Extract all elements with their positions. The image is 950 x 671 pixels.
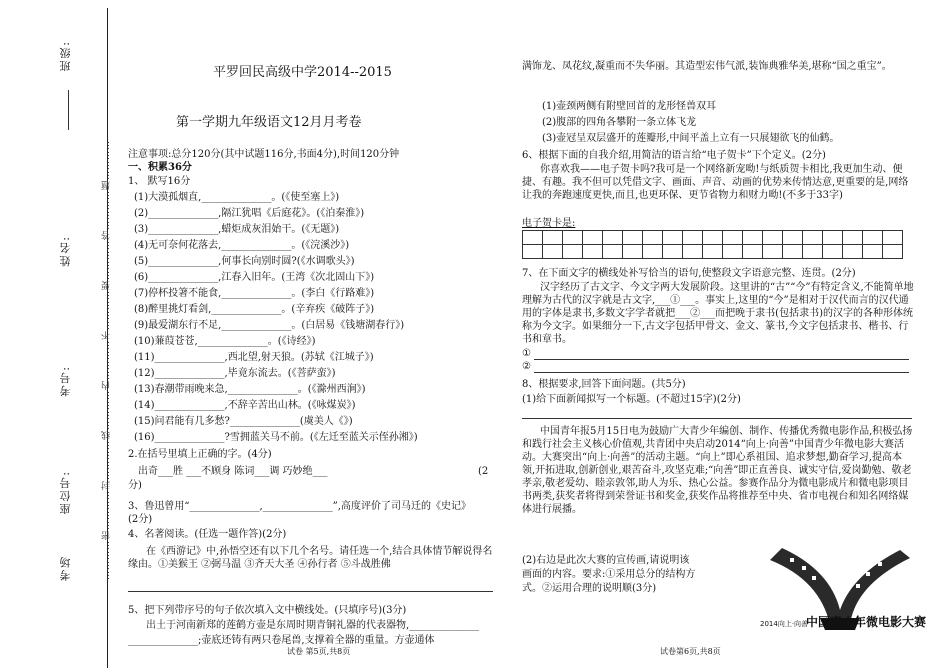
section-1-heading: 一、积累36分 bbox=[128, 162, 192, 173]
question-1: 1、 默写16分 bbox=[128, 176, 191, 187]
blank-2-label: ② bbox=[522, 361, 531, 372]
question-4: 4、名著阅读。(任选一题作答)(2分) bbox=[128, 529, 287, 540]
film-contest-poster bbox=[760, 540, 930, 650]
exam-title-line1: 平罗回民高级中学2014--2015 bbox=[213, 65, 392, 80]
dictation-item: (1)大漠孤烟直,______________。(《使至塞上》) bbox=[134, 192, 340, 203]
question-7: 7、在下面文字的横线处补写恰当的语句,使整段文字语意完整、连贯。(2分) bbox=[522, 268, 856, 279]
question-5-body-cont: ______________;壶底还铸有两只卷尾兽,支撑着全器的重量。方壶通体 bbox=[128, 635, 435, 646]
seal-line-text: …………密…………封…………线…………内…………不…………要…………答…………题………… bbox=[102, 140, 112, 580]
class-blank bbox=[68, 90, 69, 130]
question-8: 8、根据要求,回答下面问题。(共5分) bbox=[522, 379, 686, 390]
question-5-body: 出土于河南新郑的莲鹤方壶是东周时期青铜礼器的代表器物,______________ bbox=[146, 620, 480, 631]
dictation-item: (2)______________,隔江犹唱《后庭花》。(《泊秦淮》) bbox=[134, 208, 365, 219]
class-label: 班级: bbox=[59, 40, 72, 72]
question-2-score: (2 bbox=[478, 466, 489, 477]
card-label: 电子贺卡是: bbox=[522, 218, 576, 229]
blank-2-line[interactable] bbox=[534, 372, 909, 373]
news-article: 中国青年报5月15日电为鼓励广大青少年编创、制作、传播优秀微电影作品,积极弘扬和践行社会主义核心价值观,共青团中央启动2014“向上·向善”中国青少年微电影大赛活动。大赛突出“向上·向善”的活动主题。“向上”即心系祖国、追求梦想,勤奋学习,提高本领,开拓进取,创新创业,艰苦奋斗,攻坚克难;“向善”即正直善良、诚实守信,爱岗勤勉、敬老孝亲,敬老爱幼、睦亲敦邻,助人为乐、热心公益。参赛作品分为微电影成片和微电影项目书两类,获奖者将得到荣誉证书和奖金,获奖作品将推荐至中央、省市电视台和知名网络媒体进行展播。 bbox=[522, 426, 913, 515]
question-2-score-cont: 分) bbox=[128, 480, 142, 491]
poster-title: 中国青少年微电影大赛 bbox=[806, 615, 927, 629]
title-answer-line[interactable] bbox=[522, 418, 912, 419]
option-3: (3)壶冠呈双层盛开的莲瓣形,中间平盖上立有一只展翅欲飞的仙鹤。 bbox=[542, 133, 840, 144]
dictation-item: (14)______________,不辞辛苦出山林。(《咏煤炭》) bbox=[134, 400, 356, 411]
right-page-footer: 试卷第6页,共8页 bbox=[660, 647, 721, 656]
seat-label: 座位号: bbox=[59, 470, 72, 515]
room-label: 考场 bbox=[59, 555, 72, 581]
dictation-item: (4)无可奈何花落去,______________。(《浣溪沙》) bbox=[134, 240, 350, 251]
dictation-item: (7)停杯投箸不能食,______________。(李白《行路难》) bbox=[134, 288, 375, 299]
question-2: 2.在括号里填上正确的字。(4分) bbox=[128, 449, 272, 460]
question-8-part-2-cont2: 式。②运用合理的说明顺(3分) bbox=[522, 583, 657, 594]
dictation-item: (11)______________,西北望,射天狼。(苏轼《江城子》) bbox=[134, 352, 374, 363]
dictation-item: (6)______________,江春入旧年。(王湾《次北固山下》) bbox=[134, 272, 375, 283]
dictation-item: (8)醉里挑灯看剑,______________。(辛弃疾《破阵子》) bbox=[134, 304, 375, 315]
answer-grid bbox=[522, 230, 903, 259]
question-8-part-2-cont: 画面的内容。要求:①采用总分的结构方 bbox=[522, 569, 696, 580]
exam-no-label: 考号: bbox=[59, 365, 72, 397]
blank-1-line[interactable] bbox=[534, 359, 909, 360]
question-8-part-2: (2)右边是此次大赛的宣传画,请说明该 bbox=[522, 555, 690, 566]
blank-1-label: ① bbox=[522, 348, 531, 359]
question-6-body: 你喜欢我——电子贺卡吗?我可是一个网络新宠呦!与纸质贺卡相比,我更加生动、便捷、有趣。我不但可以凭借文字、画面、声音、动画的优势来传情达意,更重要的是,网络让我的奔跑速度更快,而且,也更环保、更节省物力和财力呦!(不多于33字) bbox=[522, 164, 909, 201]
poster-subtitle: 2014向上·向善 bbox=[760, 620, 809, 628]
question-3: 3、鲁迅曾用“______________,______________”,高度评价了司马迁的《史记》 bbox=[128, 501, 471, 512]
dictation-item: (12)______________,毕竟东流去。(《菩萨蛮》) bbox=[134, 368, 336, 379]
option-2: (2)腹部的四角各攀附一条立体飞龙 bbox=[542, 117, 697, 128]
question-2-items: 出奇___胜 ___不顾身 陈词___调 巧妙绝___ bbox=[138, 466, 328, 477]
dictation-item: (10)蒹葭苍苍,______________。(《诗经》) bbox=[134, 336, 316, 347]
name-label: 姓名: bbox=[59, 235, 72, 267]
dictation-item: (16)______________?雪拥蓝关马不前。(《左迁至蓝关示侄孙湘》) bbox=[134, 432, 418, 443]
dictation-item: (5)______________,何事长向别时圆?(《水调歌头》) bbox=[134, 256, 355, 267]
option-1: (1)壶颈两侧有附壁回首的龙形怪兽双耳 bbox=[542, 101, 717, 112]
question-4-body: 在《西游记》中,孙悟空还有以下几个名号。请任选一个,结合具体情节解说得名缘由。①美猴王 ②弼马温 ③齐天大圣 ④孙行者 ⑤斗战胜佛 bbox=[128, 546, 493, 570]
question-6: 6、根据下面的自我介绍,用简洁的语言给“电子贺卡”下个定义。(2分) bbox=[522, 150, 826, 161]
dictation-item: (3)______________,蜡炬成灰泪始干。(《无题》) bbox=[134, 224, 340, 235]
film-reel-icon bbox=[760, 540, 930, 650]
question-5: 5、把下列带序号的句子依次填入文中横线处。(只填序号)(3分) bbox=[128, 605, 407, 616]
notice: 注意事项:总分120分(其中试题116分,书面4分),时间120分钟 bbox=[128, 149, 400, 160]
question-7-body: 汉字经历了古文字、今文字两大发展阶段。这里讲的“古”“今”有特定含义,不能简单地理解为古代的汉字就是古文字,___①___。事实上,这里的“今”是相对于汉代而言的汉代通用的字体是隶书,多数文字学者就把___②___而把晚于隶书(包括隶书)的汉字的各种形体统称为今文字。如果细分一下,古文字包括甲骨文、金文、篆书,今文字包括隶书、楷书、行书和章书。 bbox=[522, 282, 914, 345]
answer-line bbox=[128, 591, 493, 592]
dictation-item: (13)春潮带雨晚来急,______________。(《滁州西涧》) bbox=[134, 384, 366, 395]
vessel-description: 满饰龙、凤花纹,凝重而不失华丽。其造型宏伟气派,装饰典雅华美,堪称“国之重宝”。 bbox=[522, 61, 892, 72]
question-3-score: (2分) bbox=[128, 514, 153, 525]
exam-title-line2: 第一学期九年级语文12月月考卷 bbox=[176, 115, 362, 130]
left-page-footer: 试卷 第5页,共8页 bbox=[287, 647, 351, 656]
dictation-item: (9)最爱湖东行不足,______________。(白居易《钱塘湖春行》) bbox=[134, 320, 405, 331]
question-8-part-1: (1)给下面新闻拟写一个标题。(不超过15字)(2分) bbox=[522, 394, 741, 405]
dictation-item: (15)问君能有几多愁?______________(虞美人《》) bbox=[134, 416, 353, 427]
